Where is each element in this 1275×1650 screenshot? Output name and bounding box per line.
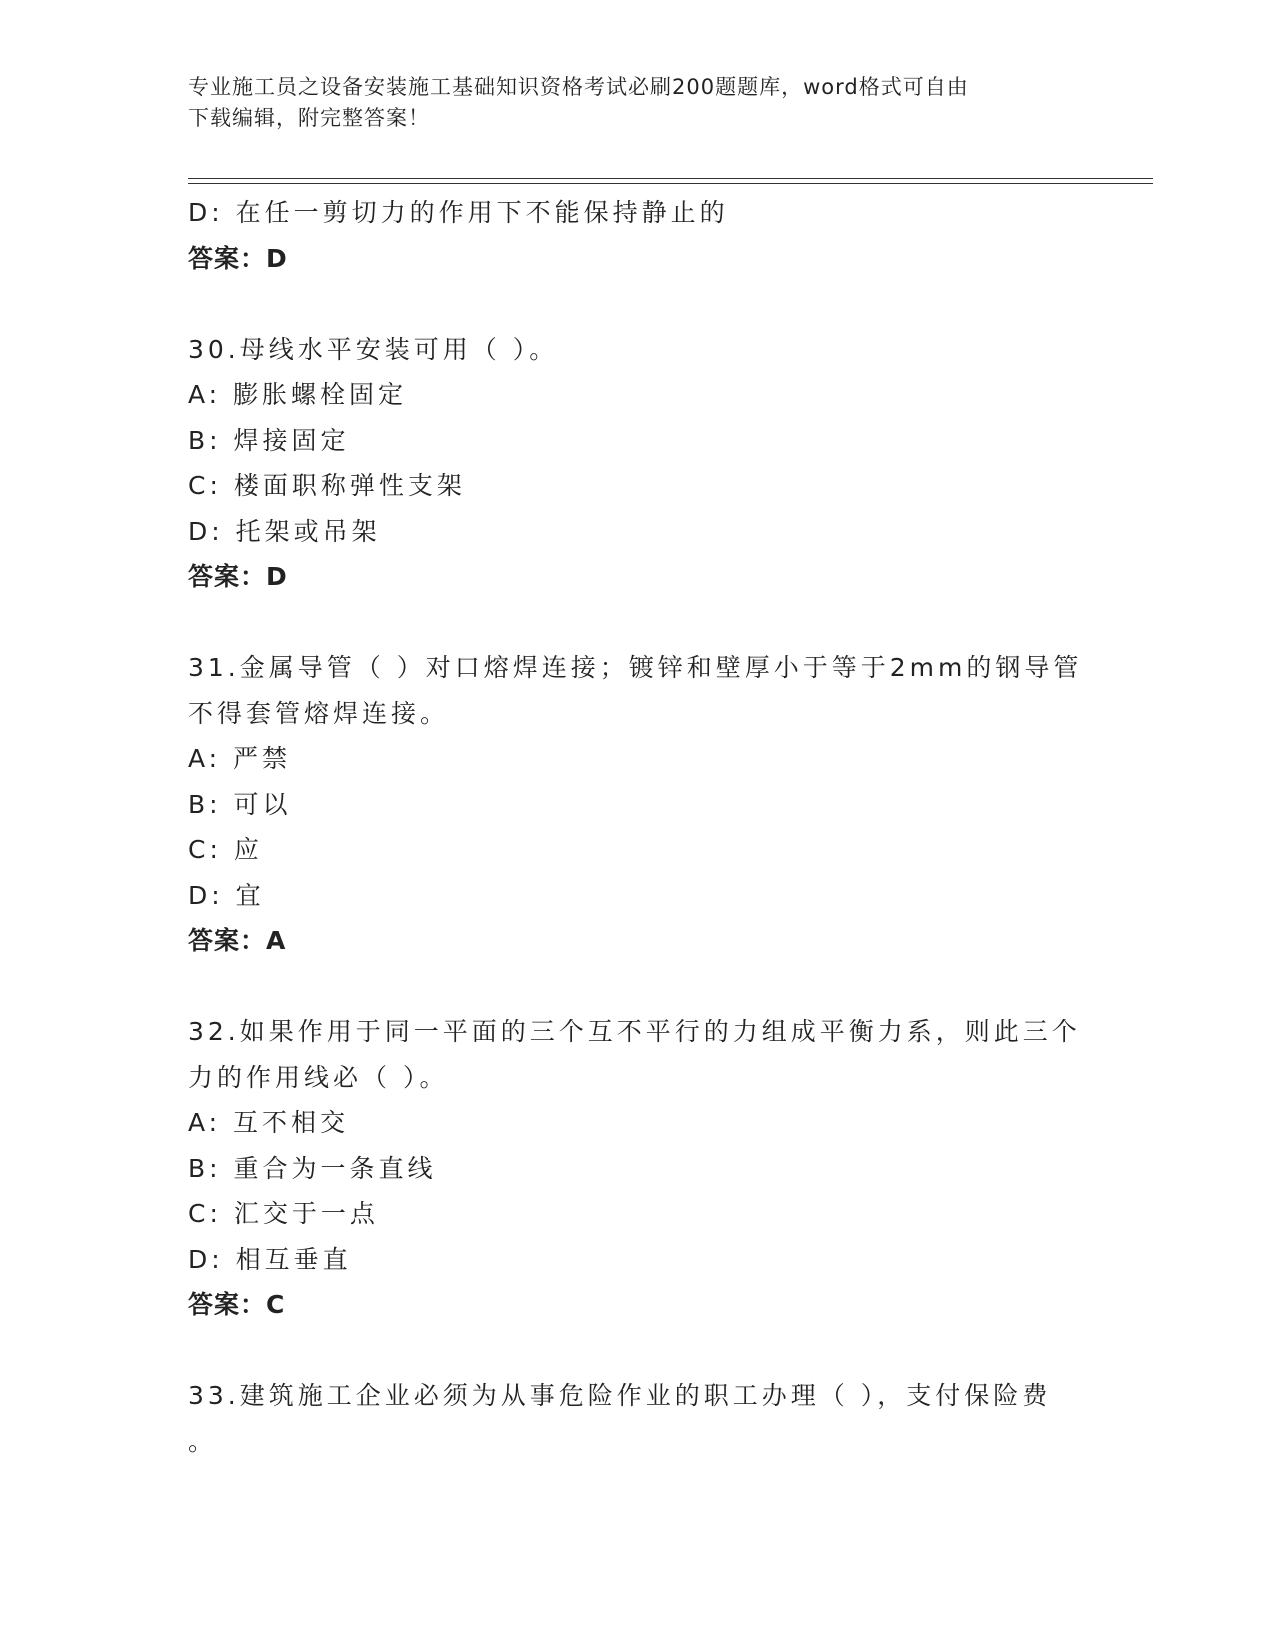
answer-line: 答案：A: [188, 926, 287, 955]
header-line-2: 下载编辑，附完整答案！: [188, 106, 430, 130]
spacer: [188, 1328, 1148, 1374]
question-text-continued: 力的作用线必（ ）。: [188, 1062, 449, 1092]
answer-line: 答案：D: [188, 243, 288, 273]
option-d: D: 相互垂直: [188, 1244, 352, 1274]
spacer: [188, 600, 1148, 646]
question-text: 32.如果作用于同一平面的三个互不平行的力组成平衡力系，则此三个: [188, 1017, 1081, 1046]
question-text: 33.建筑施工企业必须为从事危险作业的职工办理（ ），支付保险费: [188, 1381, 1052, 1410]
header-line-1: 专业施工员之设备安装施工基础知识资格考试必刷200题题库，word格式可自由: [188, 75, 969, 99]
option-b: B: 重合为一条直线: [188, 1153, 437, 1183]
option-c: C: 汇交于一点: [188, 1199, 379, 1228]
option-c: C: 应: [188, 835, 263, 864]
option-c: C: 楼面职称弹性支架: [188, 471, 466, 500]
option-a: A: 严禁: [188, 744, 292, 773]
question-text-continued: 。: [188, 1426, 218, 1456]
answer-line: 答案：D: [188, 562, 288, 591]
spacer: [188, 281, 1148, 327]
question-text: 31.金属导管（ ）对口熔焊连接；镀锌和壁厚小于等于2mm的钢导管: [188, 653, 1083, 682]
option-b: B: 可以: [188, 789, 292, 819]
question-32: [188, 1009, 1148, 1328]
option-d: D: 托架或吊架: [188, 516, 381, 546]
option-b: B: 焊接固定: [188, 425, 350, 455]
previous-question-tail: [188, 190, 1148, 281]
question-30: [188, 327, 1148, 600]
answer-line: 答案：C: [188, 1290, 286, 1319]
question-text: 30.母线水平安装可用（ ）。: [188, 334, 559, 364]
option-d: D: 在任一剪切力的作用下不能保持静止的: [188, 198, 729, 227]
header-divider-bottom: [188, 183, 1153, 184]
document-header: [188, 72, 1078, 134]
header-divider-top: [188, 178, 1153, 179]
question-list: [188, 190, 1148, 1464]
option-a: A: 互不相交: [188, 1108, 350, 1137]
question-text-continued: 不得套管熔焊连接。: [188, 698, 450, 728]
question-33: [188, 1373, 1148, 1464]
option-a: A: 膨胀螺栓固定: [188, 380, 408, 409]
option-d: D: 宜: [188, 880, 265, 910]
spacer: [188, 964, 1148, 1010]
question-31: [188, 645, 1148, 964]
